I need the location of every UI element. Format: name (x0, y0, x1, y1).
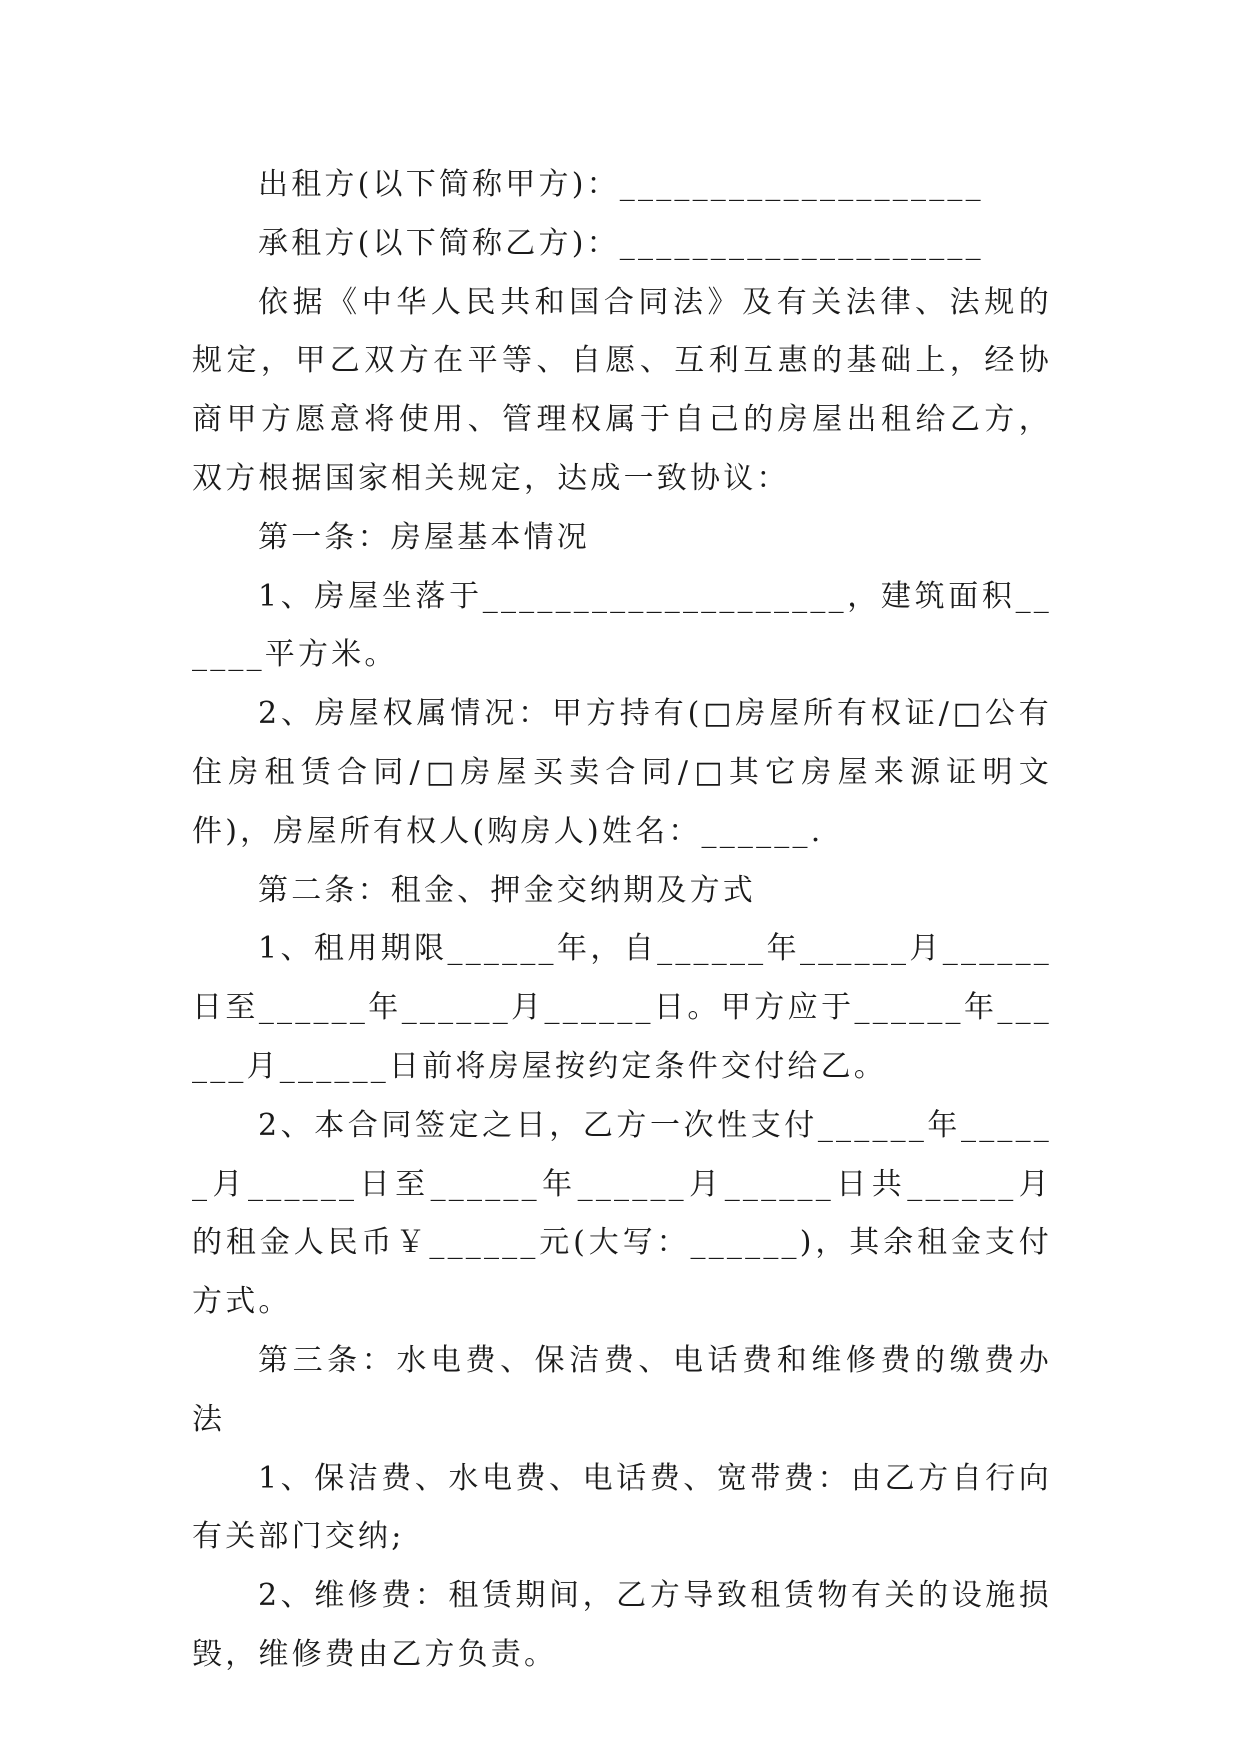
article-2-clause-1: 1、租用期限______年，自______年______月______日至______年______月______日。甲方应于______年______月______日前将房屋按约定条件交付给乙。 (192, 931, 1052, 1084)
lessor-line: 出租方(以下简称甲方)：____________________ (258, 167, 984, 202)
preamble-paragraph: 依据《中华人民共和国合同法》及有关法律、法规的规定，甲乙双方在平等、自愿、互利互惠的基础上，经协商甲方愿意将使用、管理权属于自己的房屋出租给乙方，双方根据国家相关规定，达成一致协议： (192, 284, 1052, 496)
article-1-clause-1: 1、房屋坐落于____________________，建筑面积______平方米。 (192, 578, 1052, 673)
lessee-line: 承租方(以下简称乙方)：____________________ (258, 225, 984, 261)
article-1-heading: 第一条：房屋基本情况 (258, 519, 590, 555)
article-3-clause-1: 1、保洁费、水电费、电话费、宽带费：由乙方自行向有关部门交纳; (192, 1460, 1052, 1555)
article-2-heading: 第二条：租金、押金交纳期及方式 (258, 872, 756, 908)
document-body (192, 156, 1052, 1685)
article-2-clause-2: 2、本合同签定之日，乙方一次性支付______年______月______日至______年______月______日共______月的租金人民币￥______元(大写：______)，其余租金支付方式。 (192, 1107, 1052, 1320)
article-3-heading: 第三条：水电费、保洁费、电话费和维修费的缴费办法 (192, 1342, 1052, 1437)
article-1-clause-2: 2、房屋权属情况：甲方持有(□房屋所有权证/□公有住房租赁合同/□房屋买卖合同/□其它房屋来源证明文件)，房屋所有权人(购房人)姓名：______. (192, 696, 1052, 849)
article-3-clause-2: 2、维修费：租赁期间，乙方导致租赁物有关的设施损毁，维修费由乙方负责。 (192, 1578, 1052, 1672)
